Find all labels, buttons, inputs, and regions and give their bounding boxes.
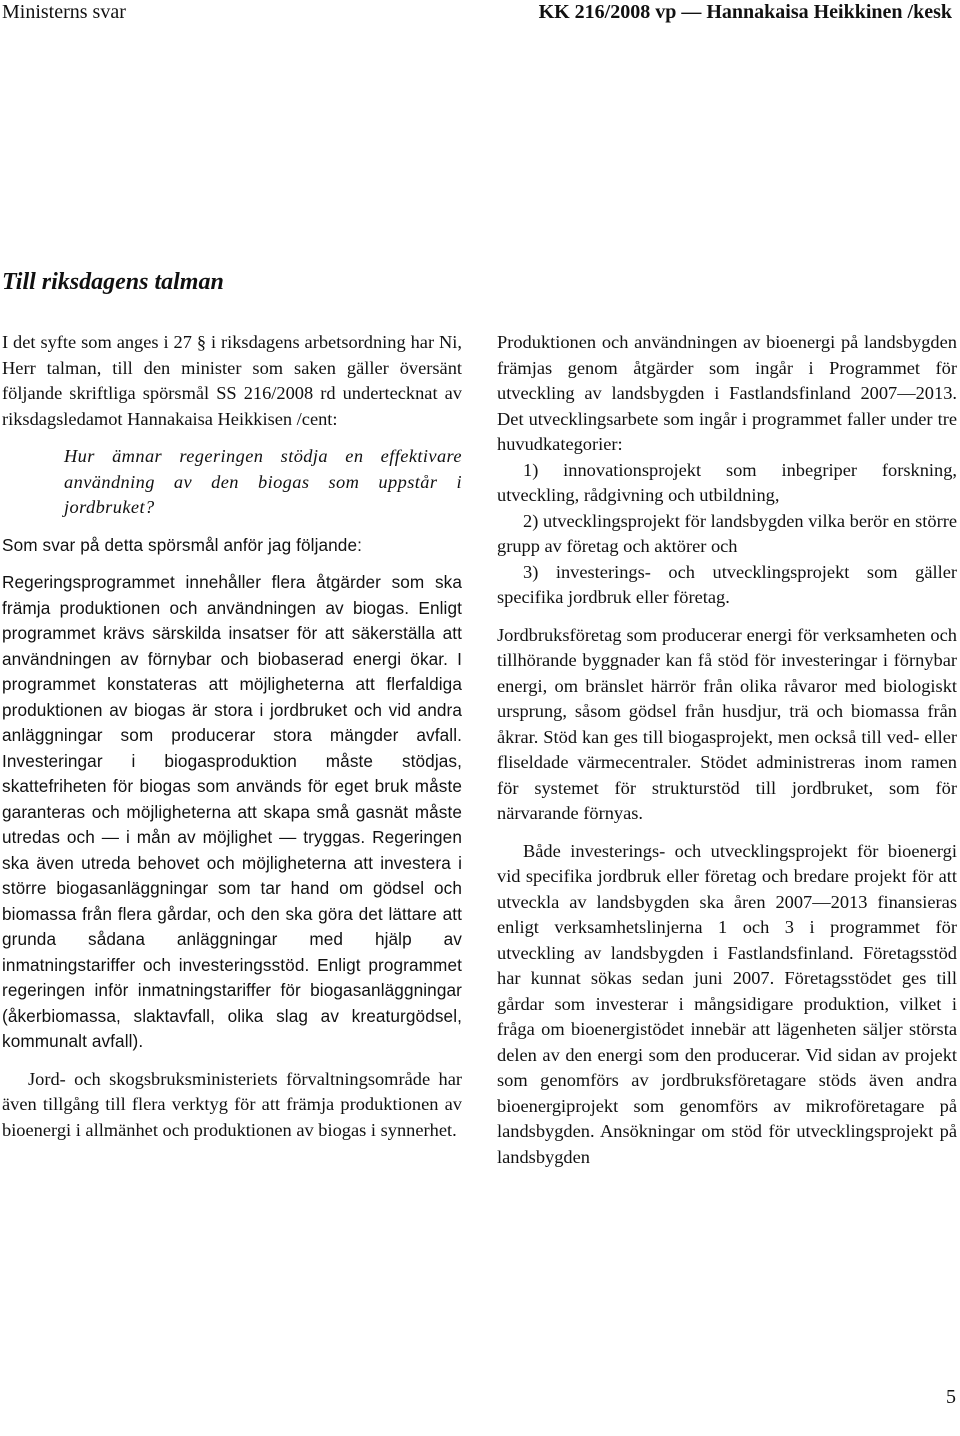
body-paragraph: Både investerings- och utvecklingsprojekt för bioenergi vid specifika jordbruk eller företag och bredare projekt för att utveckla av landsbygden ska åren 2007—2013 finansieras enligt verksamhetslinjerna 1 och 3 i programmet för utveckling av landsbygden i Fastlandsfinland. Företagsstöd har kunnat sökas sedan juni 2007. Företagsstödet ges till gårdar som investerar i mångsidigare produktion, vilket i fråga om bioenergistödet innebär att lägenheten säljer största delen av den energi som den producerar. Vid sidan av projekt som genomförs av jordbruksföretagare stöds även andra bioenergiprojekt som genomförs av mikroföretagare på landsbygden. Ansökningar om stöd för utvecklingsprojekt på landsbygden [497,840,957,1167]
intro-paragraph: I det syfte som anges i 27 § i riksdagens arbetsordning har Ni, Herr talman, till den minister som saken gäller översänt följande skriftliga spörsmål SS 216/2008 rd undertecknat av riksdagsledamot Hannakaisa Heikkisen /cent: [2,332,462,429]
left-column [2,330,462,1143]
body-paragraph: Regeringsprogrammet innehåller flera åtgärder som ska främja produktionen och användningen av biogas. Enligt programmet krävs särskilda insatser för att säkerställa att användningen av förnybar och biobaserad energi ökar. I programmet konstateras att möjligheterna att flerfaldiga produktionen av biogas är stora i jordbruket och vid andra anläggningar som producerar stora mängder avfall. Investeringar i biogasproduktion måste stödjas, skattefriheten för biogas som används för eget bruk måste garanteras och möjligheterna att skapa små gasnät måste utredas och — i mån av möjlighet — tryggas. Regeringen ska även utreda behovet och möjligheterna att investera i större biogasanläggningar som tar hand om gödsel och biomassa från flera gårdar, och den ska göra det lättare att grunda sådana anläggningar med hjälp av inmatningstariffer och investeringsstöd. Enligt programmet regeringen inför inmatningstariffer för biogasanläggningar (åkerbiomassa, slaktavfall, olika slag av kreaturgödsel, kommunalt avfall). [2,572,462,1051]
running-header-left: Ministerns svar [2,1,126,23]
list-item: 2) utvecklingsprojekt för landsbygden vilka berör en större grupp av företag och aktörer och [497,510,957,556]
body-paragraph: Jordbruksföretag som producerar energi för verksamheten och tillhörande byggnader kan få stöd för investeringar i förnybar energi, om bränslet härrör från olika råvaror med biologiskt ursprung, såsom gödsel från husdjur, trä och biomassa från åkrar. Stöd kan ges till biogasprojekt, men också till ved- eller fliseldade värmecentraler. Stödet administreras inom ramen för systemet för strukturstöd till jordbruket, som för närvarande förnyas. [497,624,957,823]
answer-lead: Som svar på detta spörsmål anför jag följande: [2,534,362,555]
running-header-right: KK 216/2008 vp — Hannakaisa Heikkinen /kesk [538,1,952,23]
list-item: 3) investerings- och utvecklingsprojekt som gäller specifika jordbruk eller företag. [497,561,957,607]
body-paragraph: Jord- och skogsbruksministeriets förvaltningsområde har även tillgång till flera verktyg för att främja produktionen av bioenergi i allmänhet och produktionen av biogas i synnerhet. [2,1068,462,1140]
question-text: Hur ämnar regeringen stödja en effektivare användning av den biogas som uppstår i jordbruket? [64,446,462,517]
list-item: 1) innovationsprojekt som inbegriper forskning, utveckling, rådgivning och utbildning, [497,459,957,505]
page-number: 5 [946,1386,956,1408]
document-title: Till riksdagens talman [2,269,224,295]
right-column [497,330,957,1170]
body-paragraph: Produktionen och användningen av bioenergi på landsbygden främjas genom åtgärder som ingår i Programmet för utveckling av landsbygden i Fastlandsfinland 2007—2013. Det utvecklingsarbete som ingår i programmet faller under tre huvudkategorier: [497,332,957,454]
